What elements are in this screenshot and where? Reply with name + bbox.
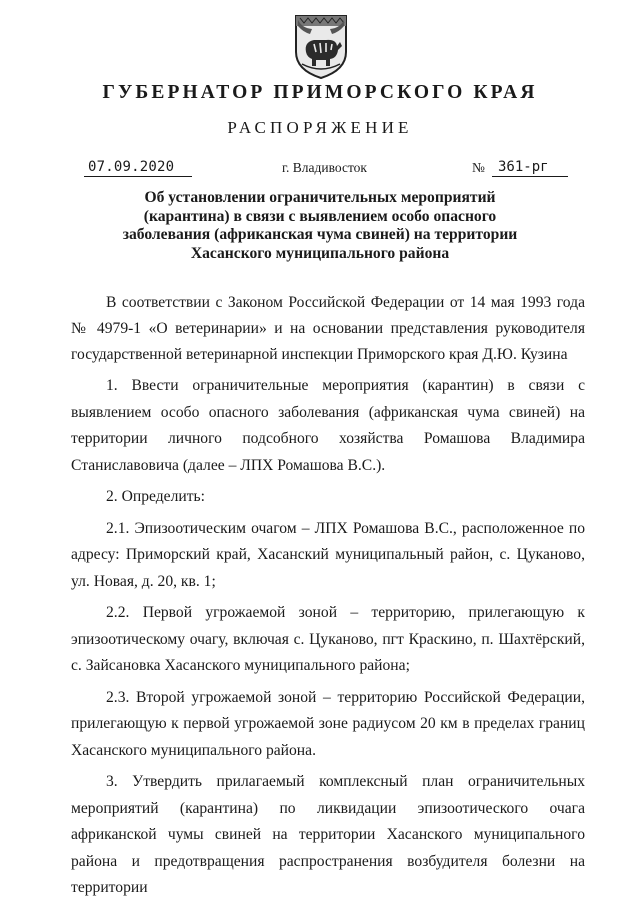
clause-1-paragraph: 1. Ввести ограничительные мероприятия (карантин) в связи с выявлением особо опасного заболевания (африканская чума свиней) на территории личного подсобного хозяйства Ромашова Владимира Станиславовича (далее – ЛПХ Ромашова В.С.). bbox=[71, 377, 585, 474]
number-sign: № bbox=[472, 160, 485, 175]
clause-2-3-paragraph: 2.3. Второй угрожаемой зоной – территорию Российской Федерации, прилегающую к первой угрожаемой зоне радиусом 20 км в пределах границ Хасанского муниципального района. bbox=[71, 688, 585, 759]
title-line: Хасанского муниципального района bbox=[190, 244, 450, 262]
clause-2-paragraph: 2. Определить: bbox=[106, 488, 205, 505]
title-line: заболевания (африканская чума свиней) на территории bbox=[122, 226, 518, 244]
clause-2-2-paragraph: 2.2. Первой угрожаемой зоной – территорию, прилегающую к эпизоотическому очагу, включая с. Цуканово, пгт Краскино, п. Шахтёрский, с. Зайсановка Хасанского муниципального района; bbox=[71, 604, 585, 674]
document-type: РАСПОРЯЖЕНИЕ bbox=[227, 118, 413, 137]
document-number: 361-рг bbox=[492, 158, 568, 177]
preamble-paragraph: В соответствии с Законом Российской Федерации от 14 мая 1993 года № 4979-1 «О ветеринарии» и на основании представления руководителя государственной ветеринарной инспекции Приморского края Д.Ю. Кузина bbox=[71, 294, 585, 363]
title-line: Об установлении ограничительных мероприятий bbox=[144, 189, 496, 206]
clause-2-1-paragraph: 2.1. Эпизоотическим очагом – ЛПХ Ромашова В.С., расположенное по адресу: Приморский край, Хасанский муниципальный район, с. Цуканово, ул. Новая, д. 20, кв. 1; bbox=[71, 519, 585, 590]
title-line: (карантина) в связи с выявлением особо опасного bbox=[143, 207, 497, 225]
coat-of-arms-emblem bbox=[290, 12, 352, 80]
document-title bbox=[110, 189, 530, 263]
clause-3-paragraph: 3. Утвердить прилагаемый комплексный план ограничительных мероприятий (карантина) по ликвидации эпизоотического очага африканской чумы свиней на территории Хасанского муниципального района и предотвращения распространения возбудителя болезни на территории bbox=[71, 773, 585, 896]
document-body bbox=[71, 290, 585, 907]
document-city: г. Владивосток bbox=[282, 160, 367, 175]
document-date: 07.09.2020 bbox=[84, 158, 192, 177]
issuing-authority: ГУБЕРНАТОР ПРИМОРСКОГО КРАЯ bbox=[102, 82, 538, 103]
